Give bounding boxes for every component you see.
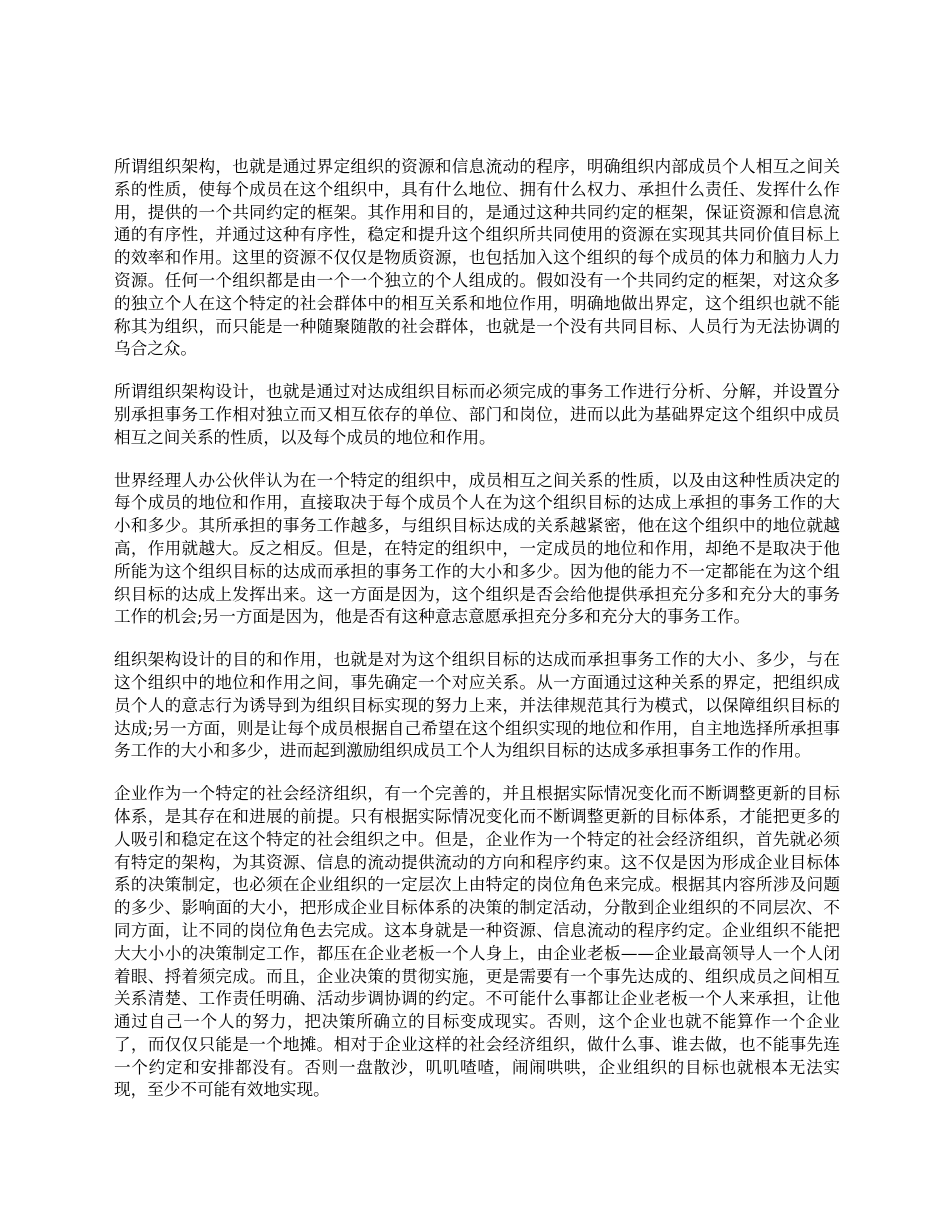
document-body xyxy=(114,156,840,1122)
paragraph-design-purpose: 组织架构设计的目的和作用，也就是对为这个组织目标的达成而承担事务工作的大小、多少，与在这个组织中的地位和作用之间，事先确定一个对应关系。从一方面通过这种关系的界定，把组织成员个人的意志行为诱导到为组织目标实现的努力上来，并法律规范其行为模式，以保障组织目标的达成;另一方面，则是让每个成员根据自己希望在这个组织实现的地位和作用，自主地选择所承担事务工作的大小和多少，进而起到激励组织成员工个人为组织目标的达成多承担事务工作的作用。 xyxy=(114,650,840,761)
paragraph-member-status-and-role: 世界经理人办公伙伴认为在一个特定的组织中，成员相互之间关系的性质，以及由这种性质决定的每个成员的地位和作用，直接取决于每个成员个人在为这个组织目标的达成上承担的事务工作的大小和多少。其所承担的事务工作越多，与组织目标达成的关系越紧密，他在这个组织中的地位就越高，作用就越大。反之相反。但是，在特定的组织中，一定成员的地位和作用，却绝不是取决于他所能为这个组织目标的达成而承担的事务工作的大小和多少。因为他的能力不一定都能在为这个组织目标的达成上发挥出来。这一方面是因为，这个组织是否会给他提供承担充分多和充分大的事务工作的机会;另一方面是因为，他是否有这种意志意愿承担充分多和充分大的事务工作。 xyxy=(114,470,840,627)
paragraph-enterprise-organization: 企业作为一个特定的社会经济组织，有一个完善的，并且根据实际情况变化而不断调整更新的目标体系，是其存在和进展的前提。只有根据实际情况变化而不断调整更新的目标体系，才能把更多的人吸引和稳定在这个特定的社会组织之中。但是，企业作为一个特定的社会经济组织，首先就必须有特定的架构，为其资源、信息的流动提供流动的方向和程序约束。这不仅是因为形成企业目标体系的决策制定，也必须在企业组织的一定层次上由特定的岗位角色来完成。根据其内容所涉及问题的多少、影响面的大小，把形成企业目标体系的决策的制定活动，分散到企业组织的不同层次、不同方面，让不同的岗位角色去完成。这本身就是一种资源、信息流动的程序约定。企业组织不能把大大小小的决策制定工作，都压在企业老板一个人身上，由企业老板——企业最高领导人一个人闭着眼、捋着须完成。而且，企业决策的贯彻实施，更是需要有一个事先达成的、组织成员之间相互关系清楚、工作责任明确、活动步调协调的约定。不可能什么事都让企业老板一个人来承担，让他通过自己一个人的努力，把决策所确立的目标变成现实。否则，这个企业也就不能算作一个企业了，而仅仅只能是一个地摊。相对于企业这样的社会经济组织，做什么事、谁去做，也不能事先连一个约定和安排都没有。否则一盘散沙，叽叽喳喳，闹闹哄哄，企业组织的目标也就根本无法实现，至少不可能有效地实现。 xyxy=(114,784,840,1100)
paragraph-organization-structure-definition: 所谓组织架构，也就是通过界定组织的资源和信息流动的程序，明确组织内部成员个人相互之间关系的性质，使每个成员在这个组织中，具有什么地位、拥有什么权力、承担什么责任、发挥什么作用，提供的一个共同约定的框架。其作用和目的，是通过这种共同约定的框架，保证资源和信息流通的有序性，并通过这种有序性，稳定和提升这个组织所共同使用的资源在实现其共同价值目标上的效率和作用。这里的资源不仅仅是物质资源，也包括加入这个组织的每个成员的体力和脑力人力资源。任何一个组织都是由一个一个独立的个人组成的。假如没有一个共同约定的框架，对这众多的独立个人在这个特定的社会群体中的相互关系和地位作用，明确地做出界定，这个组织也就不能称其为组织，而只能是一种随聚随散的社会群体，也就是一个没有共同目标、人员行为无法协调的乌合之众。 xyxy=(114,157,840,359)
paragraph-organization-design-definition: 所谓组织架构设计，也就是通过对达成组织目标而必须完成的事务工作进行分析、分解，并设置分别承担事务工作相对独立而又相互依存的单位、部门和岗位，进而以此为基础界定这个组织中成员相互之间关系的性质，以及每个成员的地位和作用。 xyxy=(114,382,840,447)
